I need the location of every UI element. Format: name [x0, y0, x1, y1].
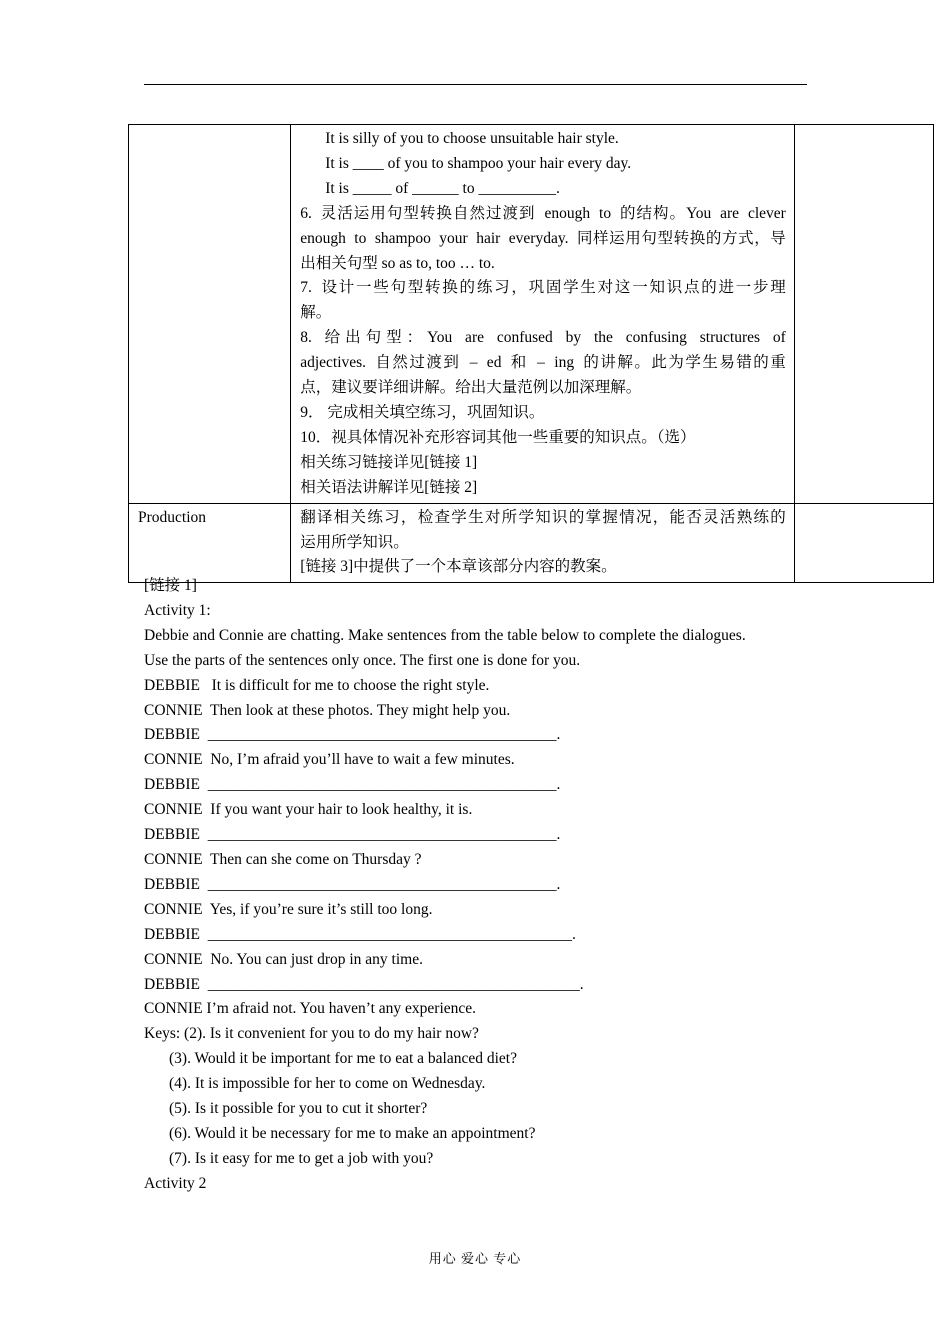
- exercise-section: [144, 574, 824, 1197]
- link-2-reference[interactable]: 相关语法讲解详见[链接 2]: [300, 478, 478, 496]
- dialogue-blank: DEBBIE ________________________________________________.: [144, 975, 584, 993]
- dialogue-line: CONNIE Then look at these photos. They might help you.: [144, 701, 511, 719]
- step-8-line: 点，建议要详细讲解。给出大量范例以加深理解。: [300, 379, 642, 397]
- header-rule: [144, 84, 807, 85]
- production-line: 运用所学知识。: [300, 533, 409, 551]
- notes-cell: [794, 503, 933, 583]
- answer-key: (7). Is it easy for me to get a job with you?: [169, 1149, 434, 1167]
- dialogue-line: CONNIE Then can she come on Thursday ?: [144, 850, 422, 868]
- answer-key: (5). Is it possible for you to cut it shorter?: [169, 1100, 428, 1118]
- dialogue-blank: DEBBIE _______________________________________________.: [144, 925, 576, 943]
- production-line: 翻译相关练习，检查学生对所学知识的掌握情况，能否灵活熟练的: [300, 508, 786, 526]
- answer-key: (6). Would it be necessary for me to make an appointment?: [169, 1124, 536, 1142]
- example-sentence: It is silly of you to choose unsuitable hair style.: [325, 130, 619, 147]
- step-8-line: 8. 给出句型：You are confused by the confusing structures of: [300, 329, 786, 347]
- lesson-plan-table: [128, 124, 934, 583]
- procedure-cell: [291, 503, 795, 583]
- activity-1-heading: Activity 1:: [144, 601, 211, 619]
- step-6-line: 出相关句型 so as to, too … to.: [300, 254, 495, 272]
- answer-key: Keys: (2). Is it convenient for you to do my hair now?: [144, 1025, 479, 1043]
- step-7-line: 解。: [300, 304, 332, 322]
- dialogue-line: DEBBIE It is difficult for me to choose the right style.: [144, 676, 490, 694]
- instructions: Use the parts of the sentences only once. The first one is done for you.: [144, 651, 581, 669]
- dialogue-line: CONNIE No. You can just drop in any time.: [144, 950, 423, 968]
- answer-key: (4). It is impossible for her to come on Wednesday.: [169, 1075, 486, 1093]
- answer-key: (3). Would it be important for me to eat a balanced diet?: [169, 1050, 517, 1068]
- example-sentence: It is ____ of you to shampoo your hair every day.: [325, 154, 632, 172]
- page-footer: 用心 爱心 专心: [428, 1251, 522, 1266]
- table-row: [129, 503, 934, 583]
- dialogue-line: CONNIE If you want your hair to look healthy, it is.: [144, 801, 473, 819]
- dialogue-blank: DEBBIE _____________________________________________.: [144, 875, 561, 893]
- step-7-line: 7. 设计一些句型转换的练习，巩固学生对这一知识点的进一步理: [300, 279, 786, 297]
- procedure-cell: [291, 125, 795, 504]
- link-1-reference[interactable]: 相关练习链接详见[链接 1]: [300, 453, 478, 471]
- link-3-reference[interactable]: [链接 3]中提供了一个本章该部分内容的教案。: [300, 558, 617, 576]
- dialogue-blank: DEBBIE _____________________________________________.: [144, 826, 561, 844]
- step-10-line: 10．视具体情况补充形容词其他一些重要的知识点。（选）: [300, 428, 696, 446]
- stage-cell: Production: [129, 503, 291, 583]
- step-9-line: 9． 完成相关填空练习，巩固知识。: [300, 403, 545, 421]
- example-sentence: It is _____ of ______ to __________.: [325, 179, 560, 197]
- stage-cell: [129, 125, 291, 504]
- notes-cell: [794, 125, 933, 504]
- dialogue-blank: DEBBIE _____________________________________________.: [144, 726, 561, 744]
- dialogue-line: CONNIE I’m afraid not. You haven’t any experience.: [144, 1000, 477, 1018]
- section-heading: [链接 1]: [144, 577, 197, 594]
- dialogue-line: CONNIE Yes, if you’re sure it’s still too long.: [144, 900, 433, 918]
- activity-2-heading: Activity 2: [144, 1174, 207, 1192]
- instructions: Debbie and Connie are chatting. Make sentences from the table below to complete the dialogues.: [144, 626, 746, 644]
- dialogue-blank: DEBBIE _____________________________________________.: [144, 776, 561, 794]
- dialogue-line: CONNIE No, I’m afraid you’ll have to wait a few minutes.: [144, 751, 515, 769]
- step-6-line: enough to shampoo your hair everyday. 同样运用句型转换的方式，导: [300, 229, 786, 247]
- table-row: [129, 125, 934, 504]
- step-8-line: adjectives. 自然过渡到 – ed 和 – ing 的讲解。此为学生易错的重: [300, 354, 786, 372]
- step-6-line: 6. 灵活运用句型转换自然过渡到 enough to 的结构。You are clever: [300, 204, 786, 222]
